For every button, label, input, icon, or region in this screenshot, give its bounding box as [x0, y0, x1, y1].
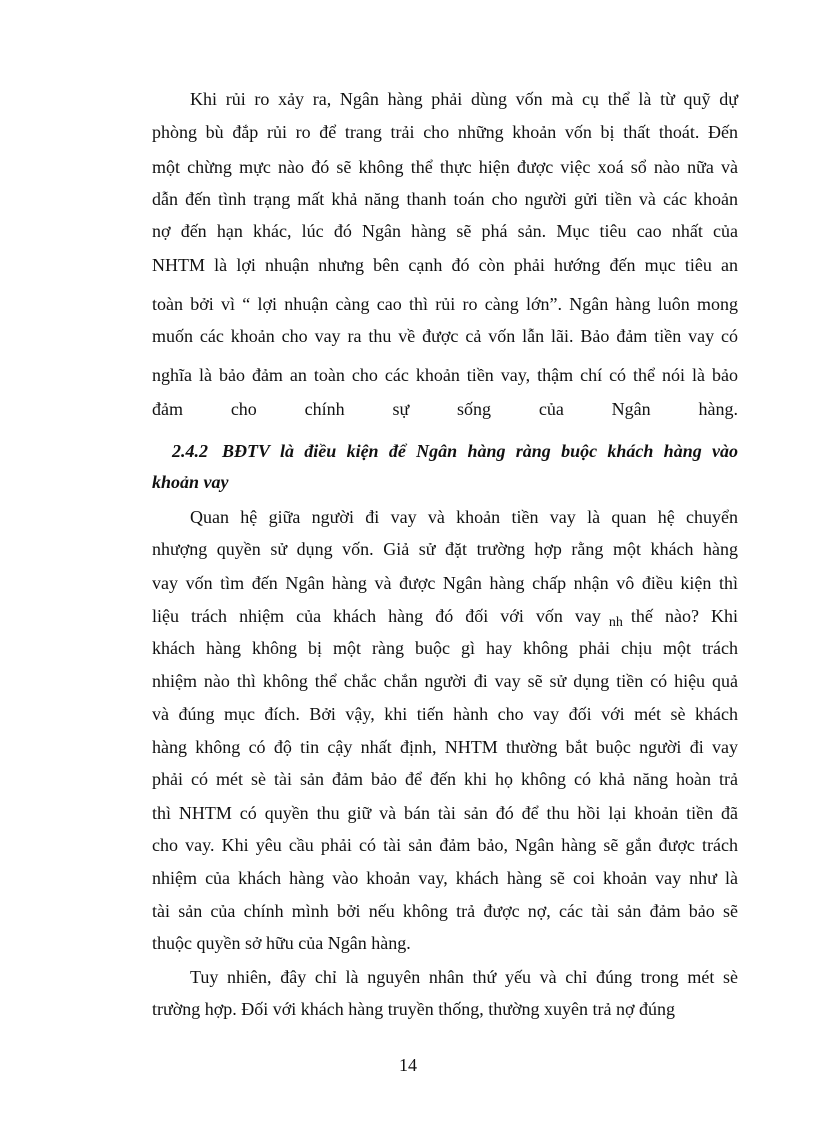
section-title: BĐTV là điều kiện để Ngân hàng ràng buộc khách hàng vào	[222, 441, 738, 461]
paragraph-line: Tuy nhiên, đây chỉ là nguyên nhân thứ yếu và chỉ đúng trong mét sè	[190, 967, 738, 987]
paragraph-line: đảm cho chính sự sống của Ngân hàng.	[152, 399, 738, 419]
paragraph-line: khách hàng không bị một ràng buộc gì hay không phải chịu một trách	[152, 638, 738, 658]
paragraph-line: phòng bù đắp rủi ro để trang trải cho những khoản vốn bị thất thoát. Đến	[152, 122, 738, 142]
paragraph-line: phải có mét sè tài sản đảm bảo để đến khi họ không có khả năng hoàn trả	[152, 769, 738, 789]
paragraph-line: Quan hệ giữa người đi vay và khoản tiền vay là quan hệ chuyển	[190, 507, 738, 527]
section-number: 2.4.2	[172, 441, 208, 461]
paragraph-line: muốn các khoản cho vay ra thu về được cả vốn lẫn lãi. Bảo đảm tiền vay có	[152, 326, 738, 346]
paragraph-line	[152, 605, 738, 634]
paragraph-line: Khi rủi ro xảy ra, Ngân hàng phải dùng vốn mà cụ thể là từ quỹ dự	[190, 89, 738, 109]
paragraph-line: và đúng mục đích. Bởi vậy, khi tiến hành cho vay đối với mét sè khách	[152, 704, 738, 724]
section-title-continued: khoản vay	[152, 472, 229, 492]
page-number: 14	[399, 1055, 417, 1075]
subscript-fragment: nh	[608, 615, 623, 630]
paragraph-line: NHTM là lợi nhuận nhưng bên cạnh đó còn phải hướng đến mục tiêu an	[152, 255, 738, 275]
paragraph-line: nghĩa là bảo đảm an toàn cho các khoản tiền vay, thậm chí có thể nói là bảo	[152, 365, 738, 385]
paragraph-line: nợ đến hạn khác, lúc đó Ngân hàng sẽ phá sản. Mục tiêu cao nhất của	[152, 221, 738, 241]
paragraph-line: vay vốn tìm đến Ngân hàng và được Ngân hàng chấp nhận vô điều kiện thì	[152, 573, 738, 593]
paragraph-line: nhượng quyền sử dụng vốn. Giả sử đặt trường hợp rằng một khách hàng	[152, 539, 738, 559]
paragraph-line: trường hợp. Đối với khách hàng truyền thống, thường xuyên trả nợ đúng	[152, 999, 676, 1019]
paragraph-line: nhiệm nào thì không thể chắc chắn người đi vay sẽ sử dụng tiền có hiệu quả	[152, 671, 738, 691]
section-heading	[172, 440, 738, 462]
paragraph-line: thuộc quyền sở hữu của Ngân hàng.	[152, 933, 411, 953]
paragraph-line: toàn bởi vì “ lợi nhuận càng cao thì rủi ro càng lớn”. Ngân hàng luôn mong	[152, 294, 738, 314]
paragraph-line: cho vay. Khi yêu cầu phải có tài sản đảm bảo, Ngân hàng sẽ gắn được trách	[152, 835, 738, 855]
text-fragment: thế nào? Khi	[630, 606, 738, 626]
paragraph-line: một chừng mực nào đó sẽ không thể thực hiện được việc xoá sổ nào nữa và	[152, 157, 738, 177]
paragraph-line: thì NHTM có quyền thu giữ và bán tài sản đó để thu hồi lại khoản tiền đã	[152, 803, 738, 823]
paragraph-line: hàng không có độ tin cậy nhất định, NHTM thường bắt buộc người đi vay	[152, 737, 738, 757]
paragraph-line: dẫn đến tình trạng mất khả năng thanh toán cho người gửi tiền và các khoản	[152, 189, 738, 209]
paragraph-line: tài sản của chính mình bởi nếu không trả được nợ, các tài sản đảm bảo sẽ	[152, 901, 738, 921]
text-fragment: liệu trách nhiệm của khách hàng đó đối với vốn vay	[152, 606, 601, 626]
paragraph-line: nhiệm của khách hàng vào khoản vay, khách hàng sẽ coi khoản vay như là	[152, 868, 738, 888]
